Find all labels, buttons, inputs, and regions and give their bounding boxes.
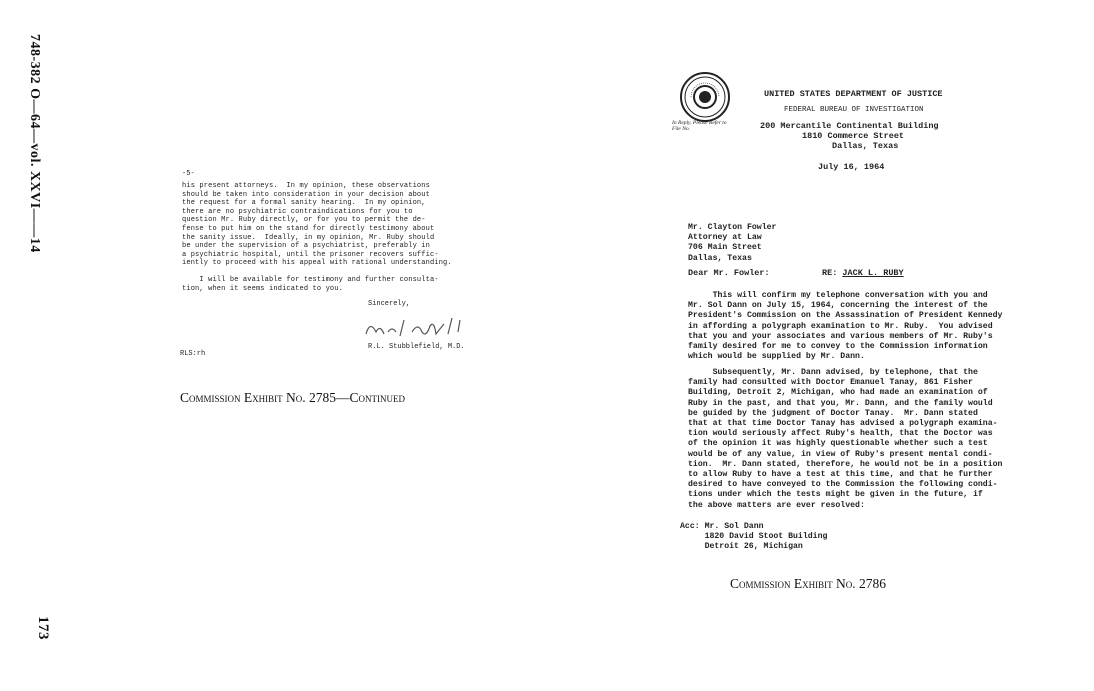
page-marker: -5-	[182, 170, 195, 178]
volume-line: 748-382 O—64—vol. XXVI——14	[27, 34, 42, 253]
letter-paragraph-1: This will confirm my telephone conversation with you and Mr. Sol Dann on July 15, 1964, concerning the interest of the President's Commission on the Assassination of President Kennedy in affording a polygraph examination to Mr. Ruby. You advised that you and your associates and various members of Mr. Ruby's family desired for me to convey to the Commission information which would be supplied by Mr. Dann.	[688, 291, 1003, 362]
recipient-address: Mr. Clayton Fowler Attorney at Law 706 Main Street Dallas, Texas	[688, 223, 777, 263]
address-line-2: 1810 Commerce Street	[802, 131, 905, 141]
exhibit-caption-2786: Commission Exhibit No. 2786	[730, 576, 887, 591]
letterhead-department: UNITED STATES DEPARTMENT OF JUSTICE	[764, 89, 943, 99]
handwritten-signature	[360, 312, 490, 342]
page-number: 173	[35, 616, 51, 640]
exhibit-caption-2785: Commission Exhibit No. 2785—Continued	[180, 390, 405, 405]
letter-date: July 16, 1964	[818, 162, 885, 172]
re-subject: JACK L. RUBY	[842, 268, 904, 278]
typist-initials: RLS:rh	[180, 350, 206, 358]
left-body-paragraph-1: his present attorneys. In my opinion, these observations should be taken into consideration in your decision about the request for a formal sanity hearing. In my opinion, there are no psychiatric contraindications for you to question Mr. Ruby directly, or for you to permit the de- fense to put him on the stand for directly testimony about the sanity issue. Ideally, in my opinion, Mr. Ruby should be under the supervision of a psychiatrist, preferably in a psychiatric hospital, until the prisoner recovers suffic- iently to proceed with his appeal with rational understanding.	[182, 182, 452, 268]
letter-paragraph-2: Subsequently, Mr. Dann advised, by telephone, that the family had consulted with Doctor Emanuel Tanay, 861 Fisher Building, Detroit 2, Michigan, who had made an examination of Ruby in the past, and that you, Mr. Dann, and the family would be guided by the judgment of Doctor Tanay. Mr. Dann stated that at that time Doctor Tanay has advised a polygraph examina- tion would seriously affect Ruby's health, that the Doctor was of the opinion it was highly questionable whether such a test would be of any value, in view of Ruby's present mental condi- tion. Mr. Dann stated, therefore, he would not be in a position to allow Ruby to have a test at this time, and that he further desired to have conveyed to the Commission the following condi- tions under which the tests might be given in the future, if the above matters are ever resolved:	[688, 368, 1003, 510]
letterhead-bureau: FEDERAL BUREAU OF INVESTIGATION	[784, 106, 924, 114]
carbon-copy: Acc: Mr. Sol Dann 1820 David Stoot Building Detroit 26, Michigan	[680, 522, 828, 552]
salutation: Dear Mr. Fowler:	[688, 268, 770, 278]
address-line-3: Dallas, Texas	[832, 141, 899, 151]
re-line	[822, 268, 904, 278]
re-label: RE:	[822, 268, 838, 278]
doj-seal	[680, 72, 730, 122]
reply-note: In Reply, Please Refer to File No.	[672, 120, 727, 132]
address-line-1: 200 Mercantile Continental Building	[760, 121, 939, 131]
left-body-paragraph-2: I will be available for testimony and further consulta- tion, when it seems indicated to you.	[182, 276, 439, 293]
signer-name: R.L. Stubblefield, M.D.	[368, 343, 465, 351]
closing: Sincerely,	[368, 300, 411, 308]
